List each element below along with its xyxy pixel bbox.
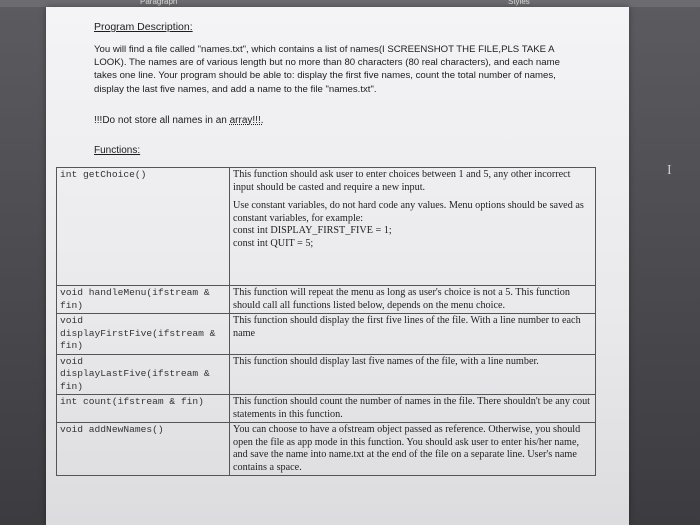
function-description: This function will repeat the menu as long as user's choice is not a 5. This function should call all functions listed below, depends on the menu choice. xyxy=(230,286,596,314)
table-row xyxy=(57,314,596,355)
function-signature: void addNewNames() xyxy=(57,423,230,476)
description-paragraph: This function should ask user to enter choices between 1 and 5, any other incorrect input should be casted and require a new input. xyxy=(233,169,571,193)
description-heading: Program Description: xyxy=(94,21,193,33)
description-paragraph: Use constant variables, do not hard code any values. Menu options should be saved as constant variables, for example: xyxy=(233,200,584,224)
function-signature: void displayLastFive(ifstream & fin) xyxy=(57,354,230,395)
table-row xyxy=(57,423,596,476)
code-example-line: const int DISPLAY_FIRST_FIVE = 1; xyxy=(233,225,392,236)
function-description: This function should display the first five lines of the file. With a line number to each name xyxy=(230,314,596,355)
function-description: This function should count the number of names in the file. There shouldn't be any cout statements in this function. xyxy=(230,395,596,423)
table-row xyxy=(57,395,596,423)
ribbon-paragraph-label: Paragraph xyxy=(140,0,178,6)
text-cursor-icon: I xyxy=(667,163,672,178)
function-signature: int getChoice() xyxy=(57,168,230,286)
function-signature: int count(ifstream & fin) xyxy=(57,395,230,423)
functions-table xyxy=(56,167,596,476)
table-row xyxy=(57,168,596,286)
table-row xyxy=(57,354,596,395)
warning-line xyxy=(94,115,264,126)
function-description: This function should display last five names of the file, with a line number. xyxy=(230,354,596,395)
document-page xyxy=(46,7,629,525)
code-example-line: const int QUIT = 5; xyxy=(233,237,314,249)
function-signature: void handleMenu(ifstream & fin) xyxy=(57,286,230,314)
warning-text: !!!Do not store all names in an xyxy=(94,115,230,126)
functions-heading: Functions: xyxy=(94,145,141,156)
function-description xyxy=(230,168,596,286)
description-body: You will find a file called "names.txt", which contains a list of names(I SCREENSHOT THE FILE,PLS TAKE A LOOK). The names are of various length but no more than 80 characters (80 real characters), and each name takes one line. Your program should be able to: display the first five names, count the total number of names, display the last five names, and add a name to the file "names.txt". xyxy=(94,44,560,95)
ribbon-styles-label: Styles xyxy=(508,0,530,6)
function-description: You can choose to have a ofstream object passed as reference. Otherwise, you should open the file as app mode in this function. You should ask user to enter his/her name, and save the name into name.txt at the end of the file on a separate line. User's name contains a space. xyxy=(230,423,596,476)
warning-underlined-text: array!!!. xyxy=(229,115,264,126)
table-row xyxy=(57,286,596,314)
ribbon-bar xyxy=(0,0,700,7)
function-signature: void displayFirstFive(ifstream & fin) xyxy=(57,314,230,355)
